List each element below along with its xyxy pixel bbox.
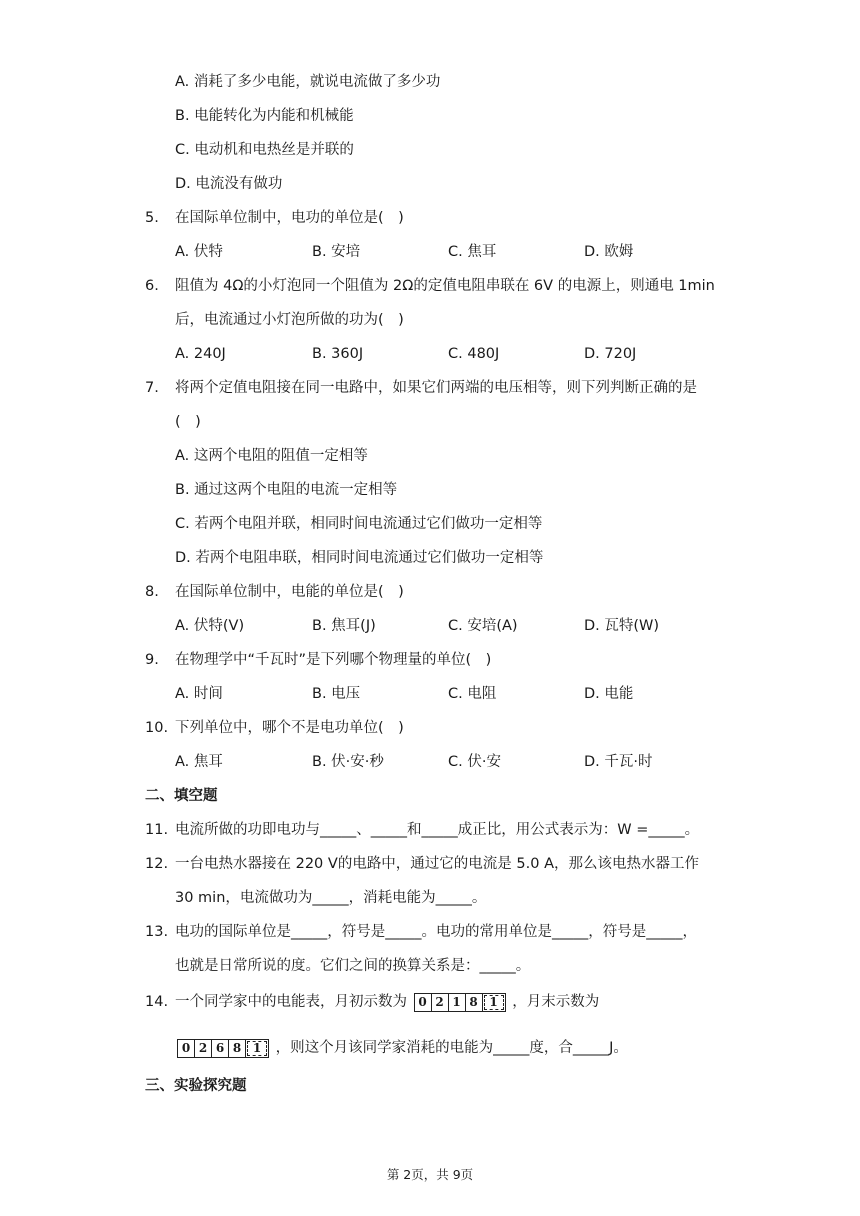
q10-option-a: A. 焦耳 (175, 754, 223, 770)
q6-option-d: D. 720J (584, 346, 637, 362)
q9-stem: 在物理学中“千瓦时”是下列哪个物理量的单位( ) (175, 652, 492, 668)
meter-start-reading (414, 993, 506, 1012)
q9-number: 9. (145, 652, 159, 668)
q8-number: 8. (145, 584, 159, 600)
q5-stem: 在国际单位制中，电功的单位是( ) (175, 210, 404, 226)
q14-stem-text-c: ，则这个月该同学家消耗的电能为_____度，合_____J。 (275, 1040, 628, 1056)
q9-option-d: D. 电能 (584, 686, 634, 702)
q12-stem-line1: 一台电热水器接在 220 V的电路中，通过它的电流是 5.0 A，那么该电热水器工作 (175, 856, 700, 872)
q5-option-b: B. 安培 (312, 244, 361, 260)
q6-stem-line2: 后，电流通过小灯泡所做的功为( ) (175, 312, 404, 328)
q8-stem: 在国际单位制中，电能的单位是( ) (175, 584, 404, 600)
q8-option-c: C. 安培(A) (448, 618, 518, 634)
meter-decimal-digit: 1 (484, 995, 504, 1010)
q13-stem-line1: 电功的国际单位是_____，符号是_____。电功的常用单位是_____，符号是_____， (175, 924, 697, 940)
q4-option-b: B. 电能转化为内能和机械能 (175, 108, 354, 124)
q7-option-c: C. 若两个电阻并联，相同时间电流通过它们做功一定相等 (175, 516, 543, 532)
meter-digit: 1 (449, 994, 466, 1011)
q7-option-d: D. 若两个电阻串联，相同时间电流通过它们做功一定相等 (175, 550, 544, 566)
q6-stem-line1: 阻值为 4Ω的小灯泡同一个阻值为 2Ω的定值电阻串联在 6V 的电源上，则通电 1min (175, 278, 715, 294)
q14-stem-text-b: ，月末示数为 (512, 994, 600, 1010)
section-fill-in-heading: 二、填空题 (145, 788, 218, 804)
q9-option-a: A. 时间 (175, 686, 223, 702)
q5-option-d: D. 欧姆 (584, 244, 634, 260)
page-footer: 第 2页，共 9页 (386, 1167, 474, 1182)
meter-digit: 8 (466, 994, 483, 1011)
q10-option-c: C. 伏·安 (448, 754, 501, 770)
q7-stem-line2: ( ) (175, 414, 201, 430)
q10-number: 10. (145, 720, 169, 736)
q8-option-b: B. 焦耳(J) (312, 618, 376, 634)
meter-digit: 6 (212, 1040, 229, 1057)
q4-option-d: D. 电流没有做功 (175, 176, 283, 192)
q13-stem-line2: 也就是日常所说的度。它们之间的换算关系是：_____。 (175, 958, 531, 974)
q7-number: 7. (145, 380, 159, 396)
meter-digit: 2 (195, 1040, 212, 1057)
q14-stem-line1 (175, 990, 599, 1014)
q5-option-a: A. 伏特 (175, 244, 223, 260)
q5-option-c: C. 焦耳 (448, 244, 497, 260)
q7-option-b: B. 通过这两个电阻的电流一定相等 (175, 482, 398, 498)
q6-number: 6. (145, 278, 159, 294)
q14-number: 14. (145, 994, 169, 1010)
q11-stem: 电流所做的功即电功与_____、_____和_____成正比，用公式表示为：W =_____。 (175, 822, 700, 838)
meter-decimal-digit: 1 (247, 1041, 267, 1056)
q11-number: 11. (145, 822, 169, 838)
q6-option-b: B. 360J (312, 346, 364, 362)
q12-stem-line2: 30 min，电流做功为_____，消耗电能为_____。 (175, 890, 487, 906)
q4-option-c: C. 电动机和电热丝是并联的 (175, 142, 354, 158)
q9-option-c: C. 电阻 (448, 686, 497, 702)
q6-option-a: A. 240J (175, 346, 226, 362)
q8-option-d: D. 瓦特(W) (584, 618, 660, 634)
q14-stem-text-a: 一个同学家中的电能表，月初示数为 (175, 994, 407, 1010)
q9-option-b: B. 电压 (312, 686, 361, 702)
q12-number: 12. (145, 856, 169, 872)
q13-number: 13. (145, 924, 169, 940)
meter-end-reading (177, 1039, 269, 1058)
q7-option-a: A. 这两个电阻的阻值一定相等 (175, 448, 368, 464)
q10-stem: 下列单位中，哪个不是电功单位( ) (175, 720, 404, 736)
section-experiment-heading: 三、实验探究题 (145, 1078, 247, 1094)
meter-digit: 0 (415, 994, 432, 1011)
q8-option-a: A. 伏特(V) (175, 618, 245, 634)
meter-digit: 2 (432, 994, 449, 1011)
q10-option-b: B. 伏·安·秒 (312, 754, 384, 770)
q6-option-c: C. 480J (448, 346, 500, 362)
q7-stem-line1: 将两个定值电阻接在同一电路中，如果它们两端的电压相等，则下列判断正确的是 (175, 380, 697, 396)
q4-option-a: A. 消耗了多少电能，就说电流做了多少功 (175, 74, 441, 90)
meter-digit: 0 (178, 1040, 195, 1057)
q10-option-d: D. 千瓦·时 (584, 754, 653, 770)
q5-number: 5. (145, 210, 159, 226)
meter-digit: 8 (229, 1040, 246, 1057)
q14-stem-line2 (175, 1036, 628, 1060)
